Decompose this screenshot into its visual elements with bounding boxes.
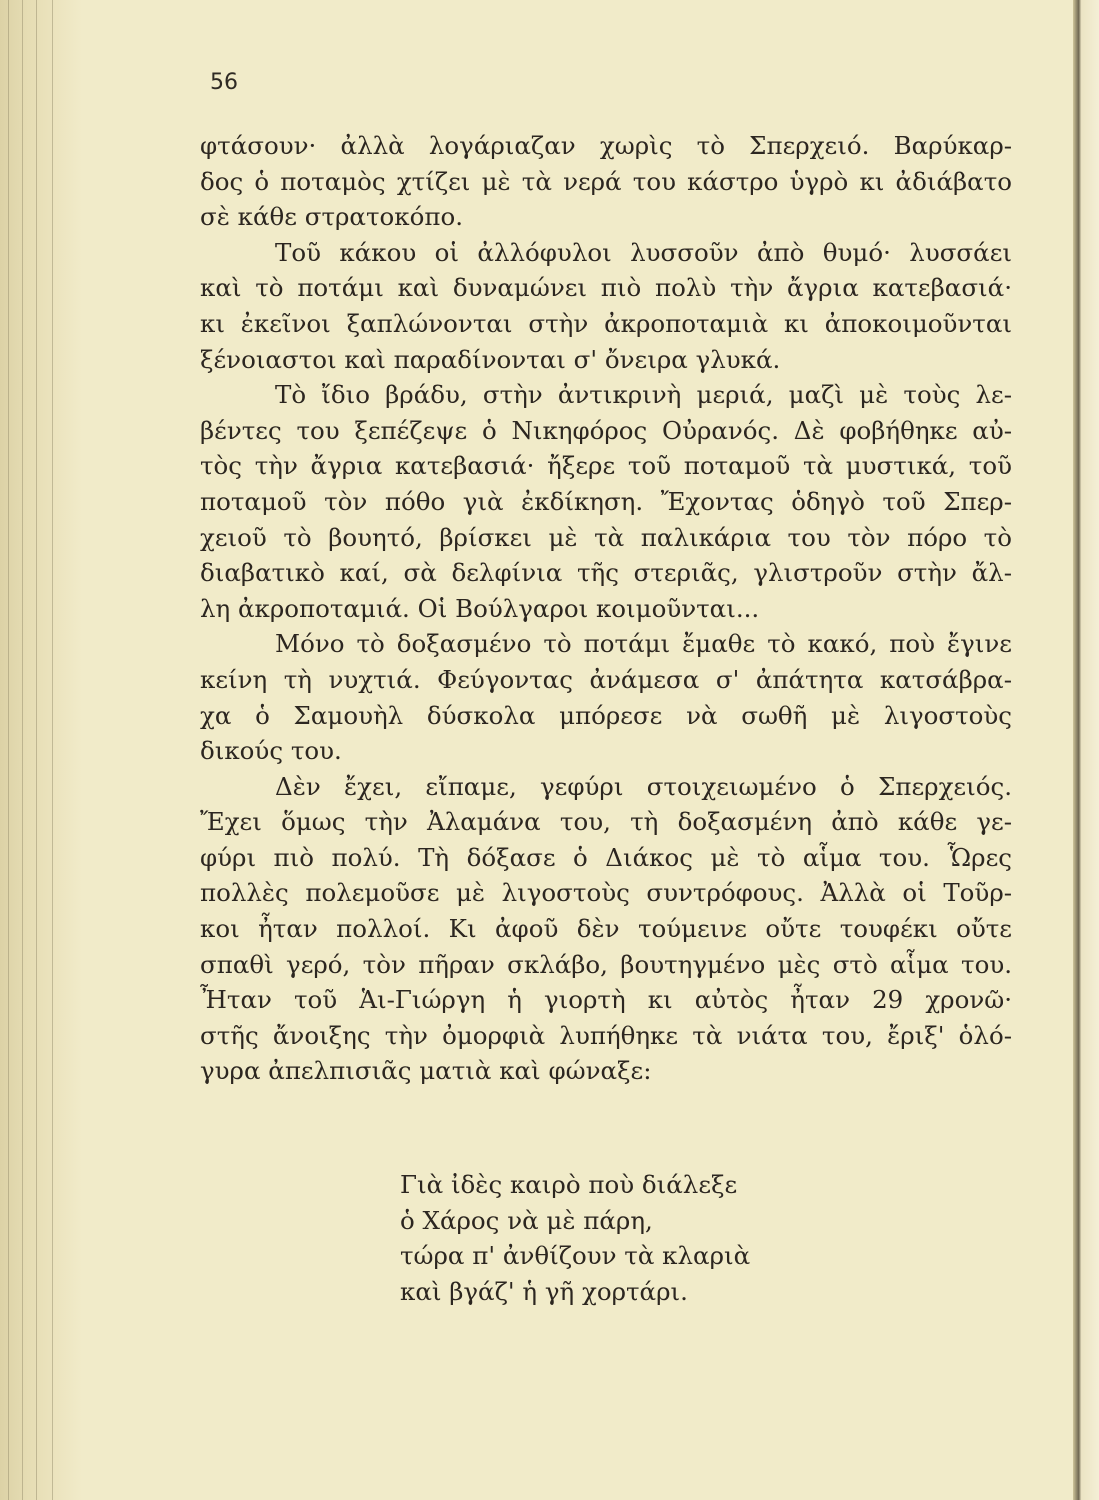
text-line: φύρι πιὸ πολύ. Τὴ δόξασε ὁ Διάκος μὲ τὸ αἷμα του. Ὧρες <box>200 842 1012 872</box>
text-line: σπαθὶ γερό, τὸν πῆραν σκλάβο, βουτηγμένο μὲς στὸ αἷμα του. <box>200 949 1012 979</box>
text-line: χειοῦ τὸ βουητό, βρίσκει μὲ τὰ παλικάρια του τὸν πόρο τὸ <box>200 522 1012 552</box>
text-line: Ἔχει ὅμως τὴν Ἀλαμάνα του, τὴ δοξασμένη ἀπὸ κάθε γε- <box>200 807 1012 837</box>
text-line: σὲ κάθε στρατοκόπο. <box>200 202 463 232</box>
binding-crease <box>8 0 9 1500</box>
binding-crease <box>52 0 53 1500</box>
text-line: κείνη τὴ νυχτιά. Φεύγοντας ἀνάμεσα σ' ἀπάτητα κατσάβρα- <box>200 664 1012 694</box>
verse-line: ὁ Χάρος νὰ μὲ πάρη, <box>400 1205 653 1235</box>
text-line: Τοῦ κάκου οἱ ἀλλόφυλοι λυσσοῦν ἀπὸ θυμό· λυσσάει <box>275 237 1012 267</box>
text-line: Μόνο τὸ δοξασμένο τὸ ποτάμι ἔμαθε τὸ κακό, ποὺ ἔγινε <box>275 629 1012 659</box>
page-edge <box>1073 0 1099 1500</box>
body-text <box>200 128 1012 1089</box>
text-line: Τὸ ἴδιο βράδυ, στὴν ἀντικρινὴ μεριά, μαζὶ μὲ τοὺς λε- <box>275 380 1012 410</box>
text-line: ξένοιαστοι καὶ παραδίνονται σ' ὄνειρα γλυκά. <box>200 344 781 374</box>
verse-block <box>400 1167 750 1309</box>
text-line: χα ὁ Σαμουὴλ δύσκολα μπόρεσε νὰ σωθῆ μὲ λιγοστοὺς <box>200 700 1012 730</box>
binding-crease <box>22 0 23 1500</box>
text-line: κι ἐκεῖνοι ξαπλώνονται στὴν ἀκροποταμιὰ κι ἀποκοιμοῦνται <box>200 308 1012 338</box>
page-number: 56 <box>210 70 238 95</box>
binding-crease <box>36 0 37 1500</box>
text-line: λη ἀκροποταμιά. Οἱ Βούλγαροι κοιμοῦνται... <box>200 593 760 623</box>
text-line: καὶ τὸ ποτάμι καὶ δυναμώνει πιὸ πολὺ τὴν ἄγρια κατεβασιά· <box>200 273 1012 303</box>
page-binding <box>0 0 82 1500</box>
text-line: βέντες του ξεπέζεψε ὁ Νικηφόρος Οὐρανός. Δὲ φοβήθηκε αὐ- <box>200 415 1012 445</box>
verse-line: καὶ βγάζ' ἡ γῆ χορτάρι. <box>400 1276 688 1306</box>
text-line: στῆς ἄνοιξης τὴν ὀμορφιὰ λυπήθηκε τὰ νιάτα του, ἔριξ' ὁλό- <box>200 1020 1012 1050</box>
text-line: Δὲν ἔχει, εἴπαμε, γεφύρι στοιχειωμένο ὁ Σπερχειός. <box>275 771 1012 801</box>
text-line: δικούς του. <box>200 736 342 766</box>
text-line: φτάσουν· ἀλλὰ λογάριαζαν χωρὶς τὸ Σπερχειό. Βαρύκαρ- <box>200 131 1012 160</box>
text-line: κοι ἦταν πολλοί. Κι ἀφοῦ δὲν τούμεινε οὔτε τουφέκι οὔτε <box>200 914 1012 944</box>
text-line: ποταμοῦ τὸν πόθο γιὰ ἐκδίκηση. Ἔχοντας ὁδηγὸ τοῦ Σπερ- <box>200 486 1012 516</box>
text-line: γυρα ἀπελπισιᾶς ματιὰ καὶ φώναξε: <box>200 1056 652 1086</box>
text-line: πολλὲς πολεμοῦσε μὲ λιγοστοὺς συντρόφους. Ἀλλὰ οἱ Τοῦρ- <box>200 878 1012 908</box>
text-line: δος ὁ ποταμὸς χτίζει μὲ τὰ νερά του κάστρο ὑγρὸ κι ἀδιάβατο <box>200 166 1012 196</box>
text-line: διαβατικὸ καί, σὰ δελφίνια τῆς στεριᾶς, γλιστροῦν στὴν ἄλ- <box>200 558 1012 588</box>
verse-line: τώρα π' ἀνθίζουν τὰ κλαριὰ <box>400 1241 751 1271</box>
text-line: τὸς τὴν ἄγρια κατεβασιά· ἤξερε τοῦ ποταμοῦ τὰ μυστικά, τοῦ <box>200 451 1012 481</box>
verse-line: Γιὰ ἰδὲς καιρὸ ποὺ διάλεξε <box>400 1170 738 1199</box>
text-line: Ἦταν τοῦ Ἁι-Γιώργη ἡ γιορτὴ κι αὐτὸς ἦταν 29 χρονῶ· <box>200 985 1012 1015</box>
